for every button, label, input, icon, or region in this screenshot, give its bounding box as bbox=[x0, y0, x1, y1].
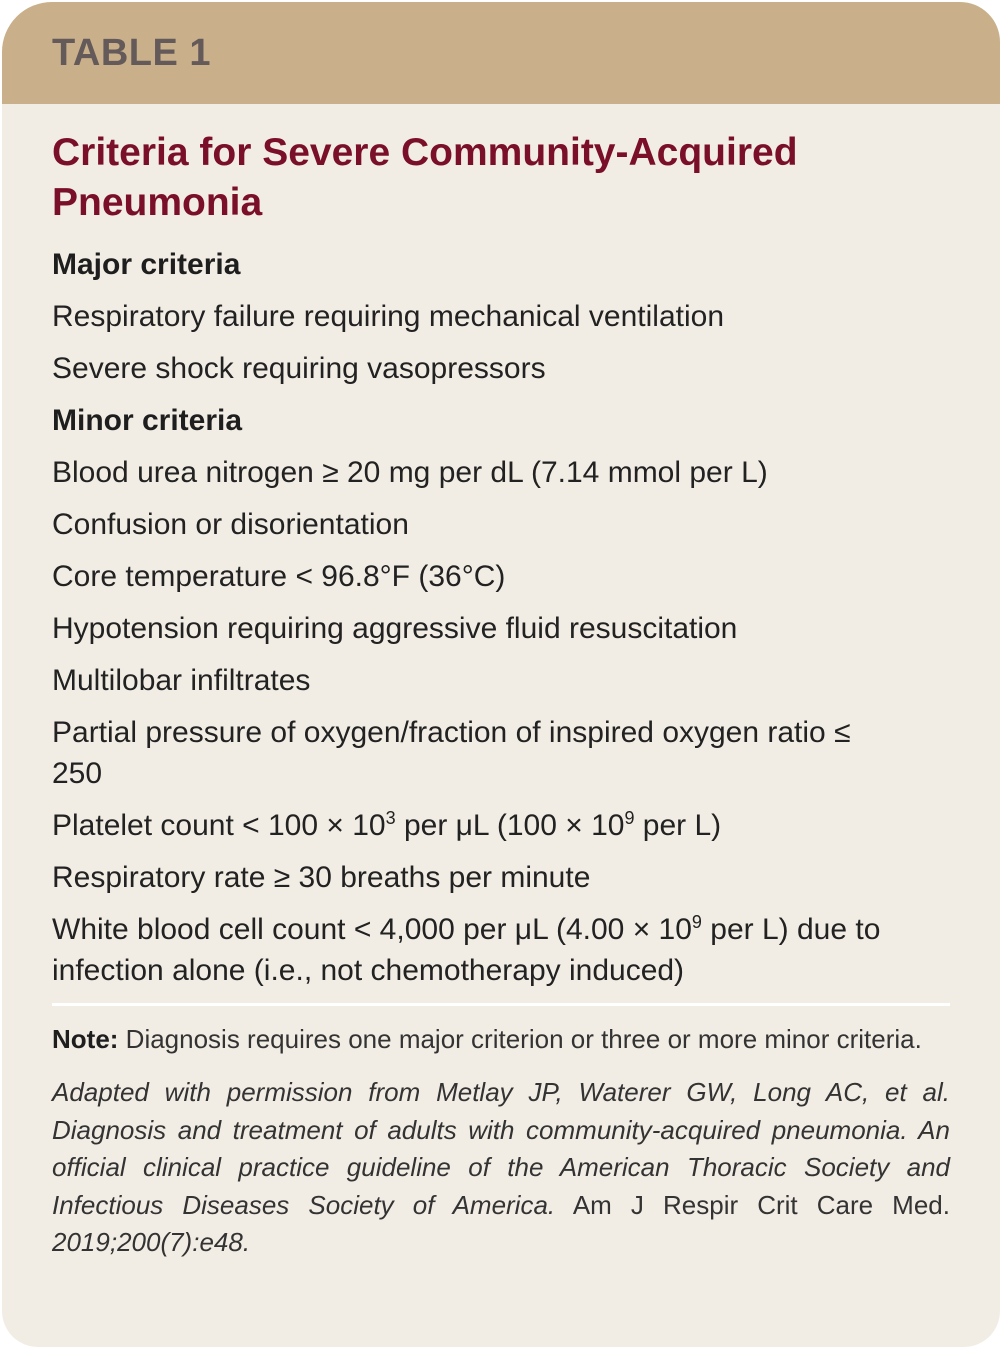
list-item-wbc bbox=[52, 909, 932, 991]
section-heading-major: Major criteria bbox=[52, 248, 241, 281]
note-label: Note: bbox=[52, 1024, 119, 1054]
list-item: Multilobar infiltrates bbox=[52, 664, 311, 697]
citation-journal: Am J Respir Crit Care Med. bbox=[555, 1189, 950, 1220]
divider bbox=[52, 1003, 950, 1006]
list-item: Core temperature < 96.8°F (36°C) bbox=[52, 560, 506, 593]
text: Platelet count < 100 × 10 bbox=[52, 809, 386, 842]
list-item: Confusion or disorientation bbox=[52, 508, 409, 541]
section-heading-minor: Minor criteria bbox=[52, 404, 243, 437]
text: per L) bbox=[634, 809, 722, 842]
superscript: 3 bbox=[385, 808, 396, 828]
list-item-platelet bbox=[52, 805, 950, 846]
note bbox=[52, 1020, 950, 1058]
citation-ref: 2019;200(7):e48. bbox=[52, 1227, 251, 1257]
superscript: 9 bbox=[624, 808, 635, 828]
list-item: Partial pressure of oxygen/fraction of inspired oxygen ratio ≤ 250 bbox=[52, 716, 851, 790]
list-item: Respiratory rate ≥ 30 breaths per minute bbox=[52, 861, 591, 894]
note-text: Diagnosis requires one major criterion or three or more minor criteria. bbox=[118, 1024, 922, 1054]
table-label: TABLE 1 bbox=[52, 32, 212, 74]
list-item: Severe shock requiring vasopressors bbox=[52, 352, 546, 385]
table-header-band bbox=[2, 2, 1000, 104]
table-title: Criteria for Severe Community-Acquired Pneumonia bbox=[52, 131, 798, 224]
list-item: Blood urea nitrogen ≥ 20 mg per dL (7.14 mmol per L) bbox=[52, 456, 768, 489]
list-item: Hypotension requiring aggressive fluid resuscitation bbox=[52, 612, 738, 645]
table-card bbox=[2, 2, 1000, 1347]
list-item: Respiratory failure requiring mechanical ventilation bbox=[52, 300, 724, 333]
superscript: 9 bbox=[691, 912, 702, 932]
text: White blood cell count < 4,000 per μL (4.00 × 10 bbox=[52, 913, 692, 946]
text: per μL (100 × 10 bbox=[395, 809, 625, 842]
citation-italic: Adapted with permission from Metlay JP, Waterer GW, Long AC, et al. Diagnosis and treatment of adults with community-acquired pneumonia. An official clinical practice guideline of the American Thoracic Society and Infectious Diseases Society of America. bbox=[52, 1077, 950, 1220]
citation bbox=[52, 1074, 950, 1262]
text: per L) due to infection alone (i.e., not chemotherapy induced) bbox=[52, 913, 881, 987]
